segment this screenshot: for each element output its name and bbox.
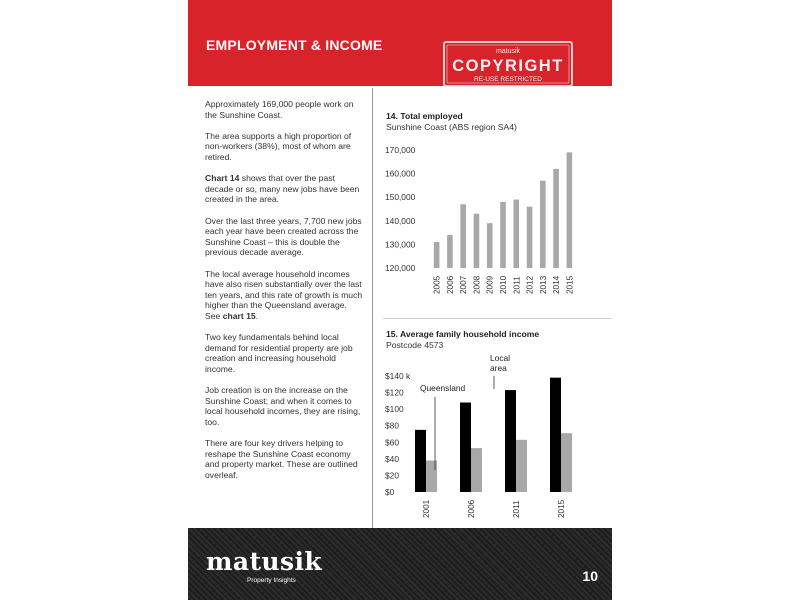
paragraph [205,173,363,205]
x-tick-label: 2011 [512,500,521,518]
paragraph: Approximately 169,000 people work on the Sunshine Coast. [205,99,354,120]
footer-tagline: Property Insights [247,577,296,584]
annotation-local-line: Local [490,353,511,363]
x-tick-label: 2011 [512,276,522,294]
chart-total-employed [382,108,607,308]
bar-2013 [540,181,546,268]
x-tick-label: 2008 [472,275,482,294]
bar-2011-series-1 [505,390,516,492]
paragraph: There are four key drivers helping to reshape the Sunshine Coast economy and property market. These are outlined overleaf. [205,438,358,480]
footer [188,528,612,600]
paragraph [205,269,363,322]
x-tick-label: 2005 [432,275,442,294]
body-text [205,99,363,491]
annotation-local-area [490,353,512,373]
bar-2010 [500,202,506,268]
x-tick-label: 2007 [459,275,469,294]
bar-2006-series-2 [471,448,482,492]
chart-reference: Chart 14 [205,173,240,184]
bar-2015-series-1 [550,378,561,492]
y-tick-label: $80 [385,420,399,431]
chart-subtitle: Sunshine Coast (ABS region SA4) [386,122,517,132]
y-tick-label: 120,000 [385,263,416,273]
y-tick-label: 130,000 [385,239,416,250]
bar-2007 [460,204,466,268]
paragraph-text: The local average household incomes have also risen substantially over the last ten years, and this rate of growth is much higher than the Queensland average. See [205,268,363,321]
x-tick-label: 2012 [525,275,535,294]
paragraph: Over the last three years, 7,700 new jobs each year have been created across the Sunshine Coast – this is double the previous decade average. [205,215,362,258]
x-tick-label: 2006 [445,275,455,294]
paragraph: The area supports a high proportion of non-workers (38%), most of whom are retired. [205,130,352,162]
x-tick-label: 2015 [565,275,575,294]
copyright-stamp [441,38,575,90]
bar-2011-series-2 [516,440,527,492]
y-tick-label: $60 [385,437,399,448]
x-tick-label: 2013 [538,275,548,294]
bar-2006-series-1 [460,403,471,492]
bar-2012 [527,207,533,268]
paragraph-text: shows that over the past decade or so, many new jobs have been created in the area. [205,173,360,205]
y-tick-label: $20 [385,470,399,481]
bar-2005 [434,242,440,268]
x-tick-label: 2009 [485,275,495,294]
x-tick-label: 2006 [467,499,476,518]
page-number: 10 [582,568,598,584]
y-tick-label: $100 [385,404,404,415]
footer-logo: matusik [206,547,323,576]
bar-2014 [553,169,559,268]
bar-2011 [513,200,519,268]
annotation-area-line: area [490,363,507,373]
paragraph: Two key fundamentals behind local demand for residential property are job creation and increasing household income. [205,332,353,374]
chart-title: 15. Average family household income [386,329,540,339]
bar-2001-series-1 [415,430,426,492]
x-tick-label: 2001 [422,499,431,518]
y-tick-label: $0 [385,487,395,497]
paragraph-text: . [255,310,259,321]
annotation-queensland: Queensland [420,383,466,393]
chart-subtitle: Postcode 4573 [386,340,444,350]
column-divider [372,88,373,530]
y-tick-label: 150,000 [385,192,416,203]
y-tick-label: $140 k [385,371,411,381]
bar-2008 [474,214,480,268]
y-tick-label: 170,000 [385,145,416,155]
y-tick-label: 140,000 [385,215,416,226]
chart-household-income [382,324,607,529]
x-tick-label: 2015 [557,499,566,518]
chart-reference: chart 15 [222,310,256,321]
y-tick-label: $120 [385,387,404,398]
stamp-brand: matusik [495,48,521,55]
chart-separator [383,318,612,319]
bar-2015 [567,152,573,268]
x-tick-label: 2010 [499,275,508,294]
page-title: EMPLOYMENT & INCOME [206,37,383,53]
header-banner [188,0,612,86]
y-tick-label: $40 [385,453,399,464]
paragraph: Job creation is on the increase on the Sunshine Coast; and when it comes to local household incomes, they are rising, too. [205,385,361,427]
stamp-note: RE-USE RESTRICTED [474,76,542,83]
bar-2006 [447,235,453,268]
chart-title: 14. Total employed [386,111,463,121]
y-tick-label: 160,000 [385,168,416,179]
x-tick-label: 2014 [552,275,562,294]
stamp-word: COPYRIGHT [452,57,564,75]
bar-2009 [487,223,493,268]
document-page [188,0,612,600]
bar-2015-series-2 [561,433,572,492]
